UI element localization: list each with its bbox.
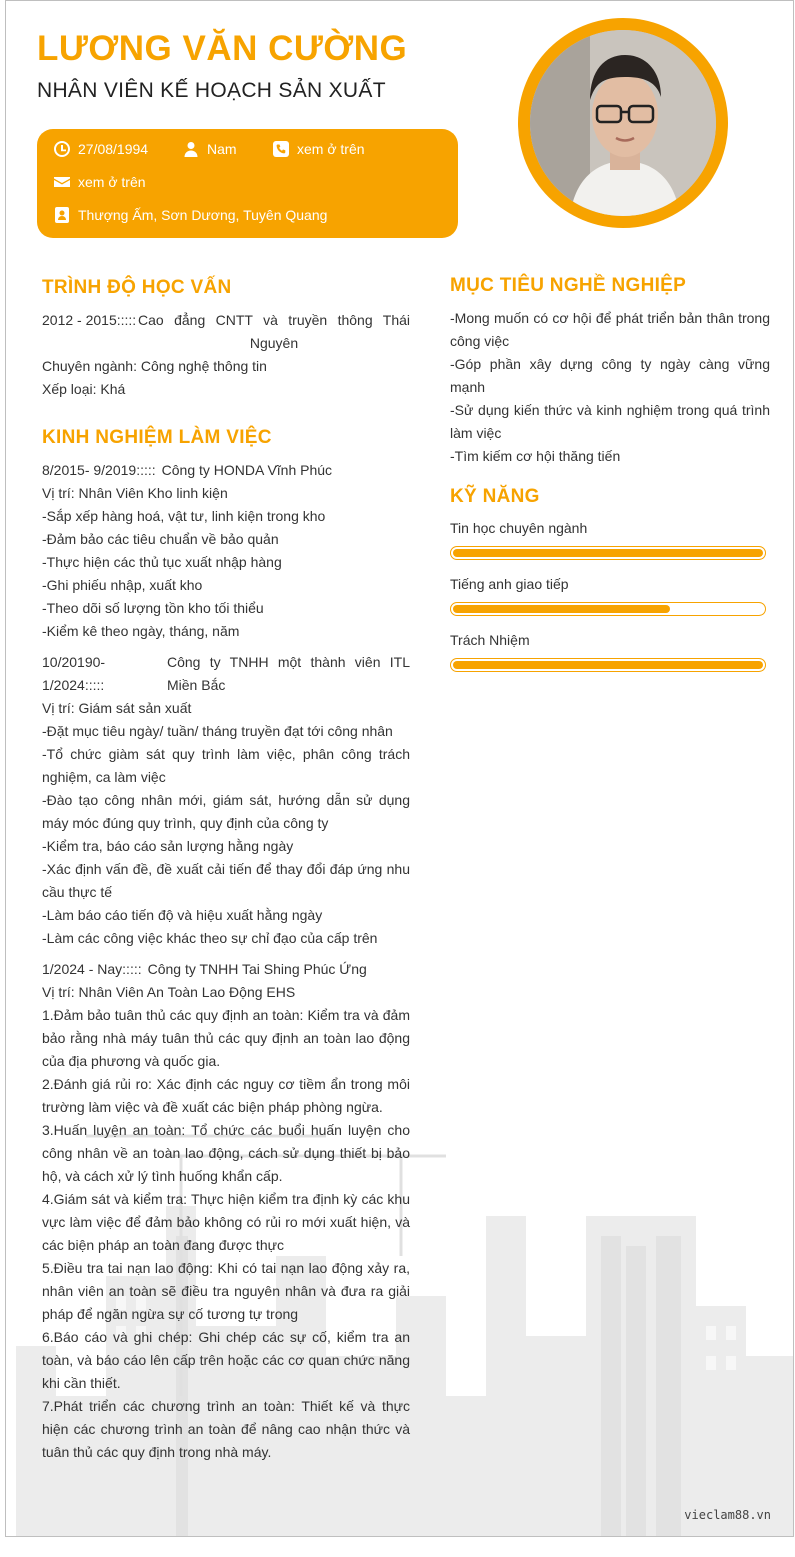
education-block xyxy=(42,309,410,401)
skill-bar-fill xyxy=(453,549,763,557)
skill-bar-fill xyxy=(453,661,763,669)
address-text: Thượng Ấm, Sơn Dương, Tuyên Quang xyxy=(78,207,328,223)
info-birthday xyxy=(54,141,148,157)
job-3-duty: 5.Điều tra tai nạn lao động: Khi có tai nạn lao động xảy ra, nhân viên an toàn sẽ điều tra nguyên nhân và đưa ra giải pháp để ngăn ngừa sự cố tương tự trong xyxy=(42,1260,410,1322)
info-email xyxy=(54,174,146,190)
job-1-duty: -Kiểm kê theo ngày, tháng, năm xyxy=(42,623,240,639)
email-text: xem ở trên xyxy=(78,174,146,190)
objective-line: -Sử dụng kiến thức và kinh nghiệm trong quá trình làm việc xyxy=(450,402,770,441)
profile-photo xyxy=(530,30,716,216)
job-3-duty: 1.Đảm bảo tuân thủ các quy định an toàn: Kiểm tra và đảm bảo rằng nhà máy tuân thủ các quy định an toàn lao động của địa phương và quốc gia. xyxy=(42,1007,410,1069)
skill-label: Tiếng anh giao tiếp xyxy=(450,576,569,592)
info-address xyxy=(54,207,327,223)
info-gender xyxy=(183,141,237,157)
job-2-duty: -Làm các công việc khác theo sự chỉ đạo của cấp trên xyxy=(42,930,378,946)
birthday-text: 27/08/1994 xyxy=(78,141,149,157)
skills-heading: KỸ NĂNG xyxy=(450,486,540,507)
job-2-period: 10/20190-1/2024::::: xyxy=(42,654,106,693)
job-title: NHÂN VIÊN KẾ HOẠCH SẢN XUẤT xyxy=(37,79,386,102)
objective-heading: MỤC TIÊU NGHỀ NGHIỆP xyxy=(450,275,687,296)
experience-job-1 xyxy=(42,459,410,643)
education-period: 2012 - 2015::::: xyxy=(42,312,137,328)
education-grade: Xếp loại: Khá xyxy=(42,381,126,397)
job-2-duty: -Xác định vấn đề, đề xuất cải tiến để thay đổi đáp ứng nhu cầu thực tế xyxy=(42,861,410,900)
objective-line: -Mong muốn có cơ hội để phát triển bản thân trong công việc xyxy=(450,310,770,349)
phone-icon xyxy=(273,141,289,157)
phone-text: xem ở trên xyxy=(297,141,365,157)
objective-line: -Góp phần xây dựng công ty ngày càng vững mạnh xyxy=(450,356,770,395)
job-3-duty: 7.Phát triển các chương trình an toàn: Thiết kế và thực hiện các chương trình an toàn để nâng cao nhận thức và tuân thủ các quy định trong nhà máy. xyxy=(42,1398,410,1460)
info-phone xyxy=(273,141,365,157)
education-heading: TRÌNH ĐỘ HỌC VẤN xyxy=(42,277,232,298)
experience-heading: KINH NGHIỆM LÀM VIỆC xyxy=(42,427,272,448)
education-entry xyxy=(42,309,410,355)
personal-info-box xyxy=(37,129,458,238)
job-2-header xyxy=(42,651,410,697)
watermark: vieclam88.vn xyxy=(684,1508,771,1522)
job-3-period: 1/2024 - Nay::::: xyxy=(42,961,142,977)
job-1-company: Công ty HONDA Vĩnh Phúc xyxy=(161,462,333,478)
job-3-duty: 2.Đánh giá rủi ro: Xác định các nguy cơ tiềm ẩn trong môi trường làm việc và đề xuất các biện pháp phòng ngừa. xyxy=(42,1076,410,1115)
skill-label: Tin học chuyên ngành xyxy=(450,520,588,536)
job-3-duty: 3.Huấn luyện an toàn: Tổ chức các buổi huấn luyện cho công nhân về an toàn lao động, cách sử dụng thiết bị bảo hộ, và cách xử lý tình huống khẩn cấp. xyxy=(42,1122,410,1184)
skill-bar xyxy=(450,546,766,560)
user-icon xyxy=(183,141,199,157)
job-1-duty: -Đảm bảo các tiêu chuẩn về bảo quản xyxy=(42,531,279,547)
skill-bar xyxy=(450,658,766,672)
experience-job-2 xyxy=(42,651,410,950)
clock-icon xyxy=(54,141,70,157)
job-3-position: Vị trí: Nhân Viên An Toàn Lao Động EHS xyxy=(42,984,296,1000)
job-1-duty: -Theo dõi số lượng tồn kho tối thiểu xyxy=(42,600,264,616)
job-1-duty: -Thực hiện các thủ tục xuất nhập hàng xyxy=(42,554,282,570)
job-3-company: Công ty TNHH Tai Shing Phúc Ứng xyxy=(147,961,367,977)
address-book-icon xyxy=(54,207,70,223)
job-3-header xyxy=(42,958,410,981)
education-major: Chuyên ngành: Công nghệ thông tin xyxy=(42,358,267,374)
job-3-duty: 6.Báo cáo và ghi chép: Ghi chép các sự cố, kiểm tra an toàn, và báo cáo lên cấp trên hoặc các cơ quan chức năng khi cần thiết. xyxy=(42,1329,410,1391)
skill-bar-fill xyxy=(453,605,670,613)
job-2-duty: -Tổ chức giàm sát quy trình làm việc, phân công trách nghiệm, ca làm việc xyxy=(42,746,410,785)
skill-label: Trách Nhiệm xyxy=(450,632,530,648)
avatar xyxy=(518,18,728,228)
job-2-position: Vị trí: Giám sát sản xuất xyxy=(42,700,192,716)
job-2-duty: -Đặt mục tiêu ngày/ tuần/ tháng truyền đạt tới công nhân xyxy=(42,723,393,739)
job-1-header xyxy=(42,459,410,482)
objective-block xyxy=(450,307,770,468)
candidate-name: LƯƠNG VĂN CƯỜNG xyxy=(37,29,408,68)
job-2-duty: -Kiểm tra, báo cáo sản lượng hằng ngày xyxy=(42,838,294,854)
job-3-duty: 4.Giám sát và kiểm tra: Thực hiện kiểm tra định kỳ các khu vực làm việc để đảm bảo không có rủi ro mới xuất hiện, và các biện pháp an toàn đang được thực xyxy=(42,1191,410,1253)
job-1-duty: -Ghi phiếu nhập, xuất kho xyxy=(42,577,203,593)
job-1-position: Vị trí: Nhân Viên Kho linh kiện xyxy=(42,485,228,501)
objective-line: -Tìm kiếm cơ hội thăng tiến xyxy=(450,448,621,464)
job-1-duty: -Sắp xếp hàng hoá, vật tư, linh kiện trong kho xyxy=(42,508,326,524)
gender-text: Nam xyxy=(207,141,237,157)
education-school: Cao đẳng CNTT và truyền thông Thái Nguyên xyxy=(138,312,410,351)
job-1-period: 8/2015- 9/2019::::: xyxy=(42,462,156,478)
cv-page xyxy=(5,0,794,1537)
skill-bar xyxy=(450,602,766,616)
job-2-company: Công ty TNHH một thành viên ITL Miền Bắc xyxy=(167,654,410,693)
experience-job-3 xyxy=(42,958,410,1464)
job-2-duty: -Đào tạo công nhân mới, giám sát, hướng dẫn sử dụng máy móc đúng quy trình, quy định của công ty xyxy=(42,792,410,831)
envelope-icon xyxy=(54,174,70,190)
job-2-duty: -Làm báo cáo tiến độ và hiệu xuất hằng ngày xyxy=(42,907,323,923)
